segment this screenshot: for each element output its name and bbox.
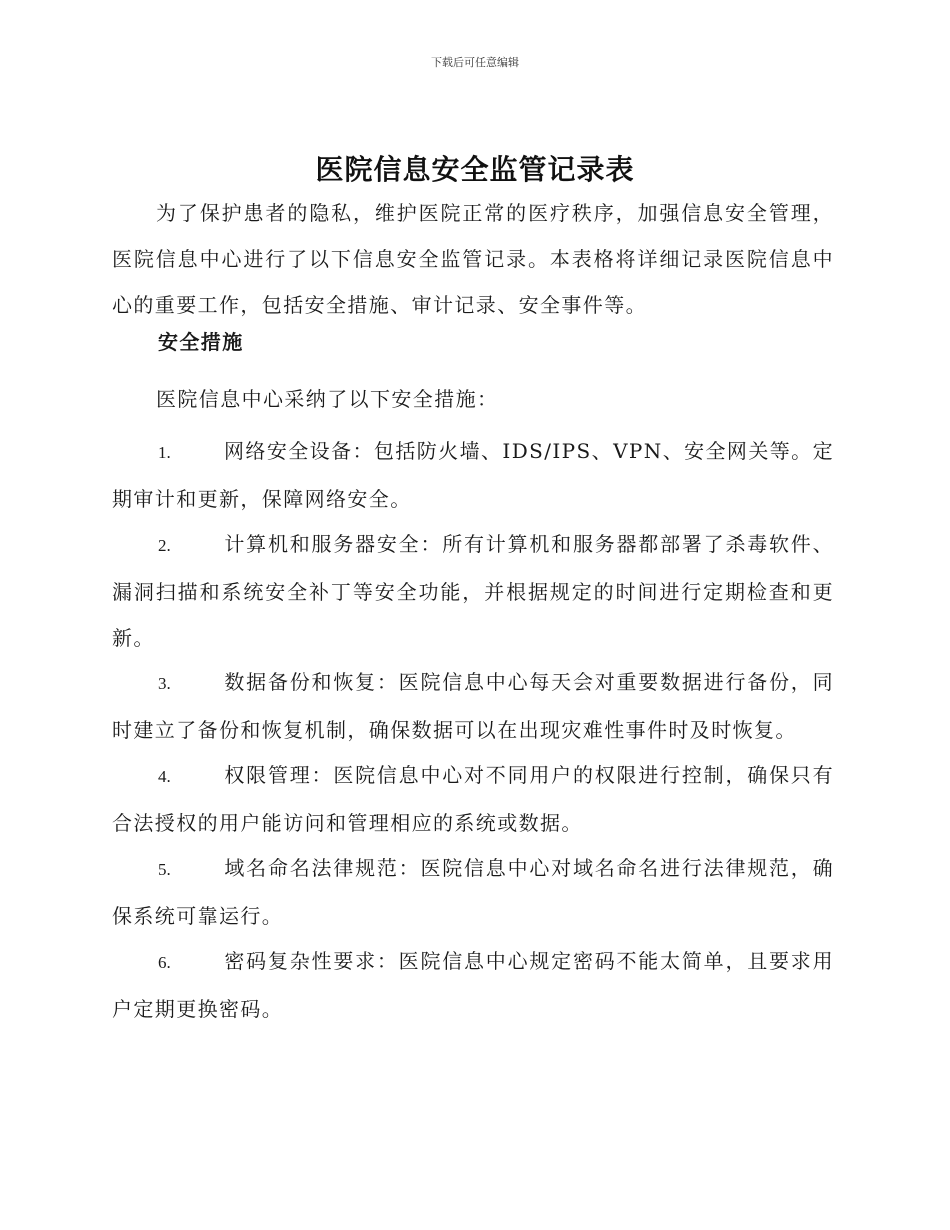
list-item-text: 网络安全设备：包括防火墙、IDS/IPS、VPN、安全网关等。定期审计和更新，保障网络安全。 (112, 439, 834, 511)
section-lead-paragraph: 医院信息中心采纳了以下安全措施： (156, 387, 499, 411)
list-item-text: 计算机和服务器安全：所有计算机和服务器都部署了杀毒软件、漏洞扫描和系统安全补丁等安全功能，并根据规定的时间进行定期检查和更新。 (112, 532, 834, 650)
list-item-number: 2. (158, 536, 171, 555)
list-item (112, 428, 834, 522)
list-item (112, 752, 834, 846)
intro-paragraph: 为了保护患者的隐私，维护医院正常的医疗秩序，加强信息安全管理，医院信息中心进行了以下信息安全监管记录。本表格将详细记录医院信息中心的重要工作，包括安全措施、审计记录、安全事件等。 (112, 201, 834, 317)
header-note: 下载后可任意编辑 (431, 56, 519, 69)
list-item (112, 845, 834, 939)
list-item-text: 权限管理：医院信息中心对不同用户的权限进行控制，确保只有合法授权的用户能访问和管理相应的系统或数据。 (112, 763, 834, 835)
list-item (112, 659, 834, 753)
list-item-number: 4. (158, 767, 171, 786)
list-item (112, 938, 834, 1032)
list-item-text: 密码复杂性要求：医院信息中心规定密码不能太简单，且要求用户定期更换密码。 (112, 949, 834, 1021)
list-item (112, 521, 834, 661)
list-item-number: 6. (158, 953, 171, 972)
list-item-number: 3. (158, 674, 171, 693)
list-item-number: 5. (158, 860, 171, 879)
document-title: 医院信息安全监管记录表 (315, 153, 635, 186)
section-heading: 安全措施 (158, 330, 244, 354)
list-item-number: 1. (158, 443, 171, 462)
list-item-text: 数据备份和恢复：医院信息中心每天会对重要数据进行备份，同时建立了备份和恢复机制，确保数据可以在出现灾难性事件时及时恢复。 (112, 670, 834, 742)
list-item-text: 域名命名法律规范：医院信息中心对域名命名进行法律规范，确保系统可靠运行。 (112, 856, 834, 928)
